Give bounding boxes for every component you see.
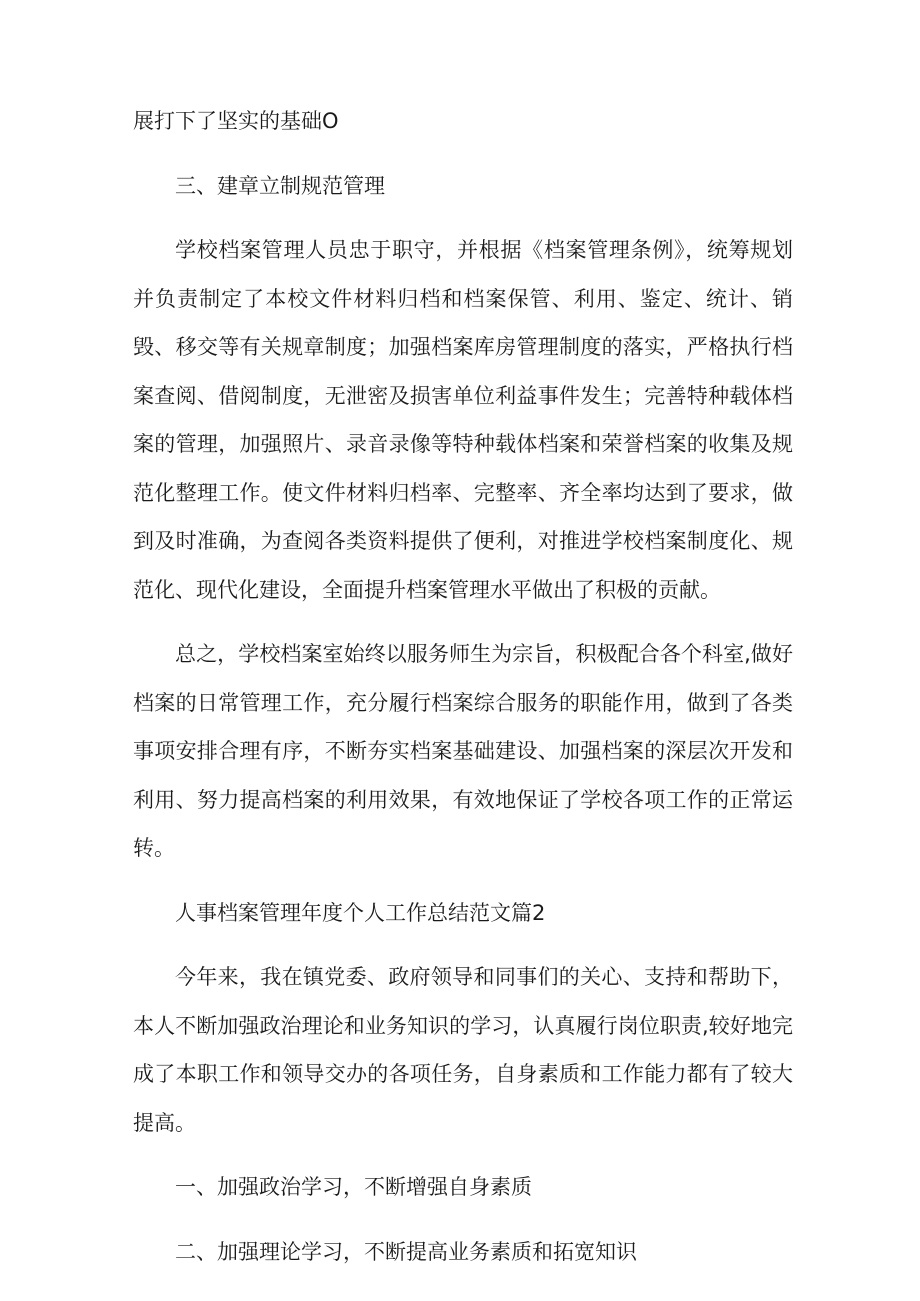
article-title-2: 人事档案管理年度个人工作总结范文篇2 xyxy=(175,900,546,925)
paragraph-summary: 总之，学校档案室始终以服务师生为宗旨，积极配合各个科室,做好档案的日常管理工作，充分履行档案综合服务的职能作用，做到了各类事项安排合理有序，不断夯实档案基础建设、加强档案的深层次开发和利用、努力提高档案的利用效果，有效地保证了学校各项工作的正常运转。 xyxy=(133,642,793,860)
paragraph-intro: 今年来，我在镇党委、政府领导和同事们的关心、支持和帮助下，本人不断加强政治理论和业务知识的学习，认真履行岗位职责,较好地完成了本职工作和领导交办的各项任务，自身素质和工作能力都有了较大提高。 xyxy=(133,965,793,1135)
section-heading-3: 三、建章立制规范管理 xyxy=(175,173,385,198)
section-heading-1: 一、加强政治学习，不断增强自身素质 xyxy=(175,1175,532,1199)
paragraph-regulations: 学校档案管理人员忠于职守，并根据《档案管理条例》，统筹规划并负责制定了本校文件材料归档和档案保管、利用、鉴定、统计、销毁、移交等有关规章制度；加强档案库房管理制度的落实，严格执行档案查阅、借阅制度，无泄密及损害单位利益事件发生；完善特种载体档案的管理，加强照片、录音录像等特种载体档案和荣誉档案的收集及规范化整理工作。使文件材料归档率、完整率、齐全率均达到了要求，做到及时准确，为查阅各类资料提供了便利，对推进学校档案制度化、规范化、现代化建设，全面提升档案管理水平做出了积极的贡献。 xyxy=(133,238,793,602)
section-heading-2: 二、加强理论学习，不断提高业务素质和拓宽知识 xyxy=(175,1239,637,1264)
document-body xyxy=(133,97,793,1292)
paragraph-continuation: 展打下了坚实的基础O xyxy=(133,109,339,133)
